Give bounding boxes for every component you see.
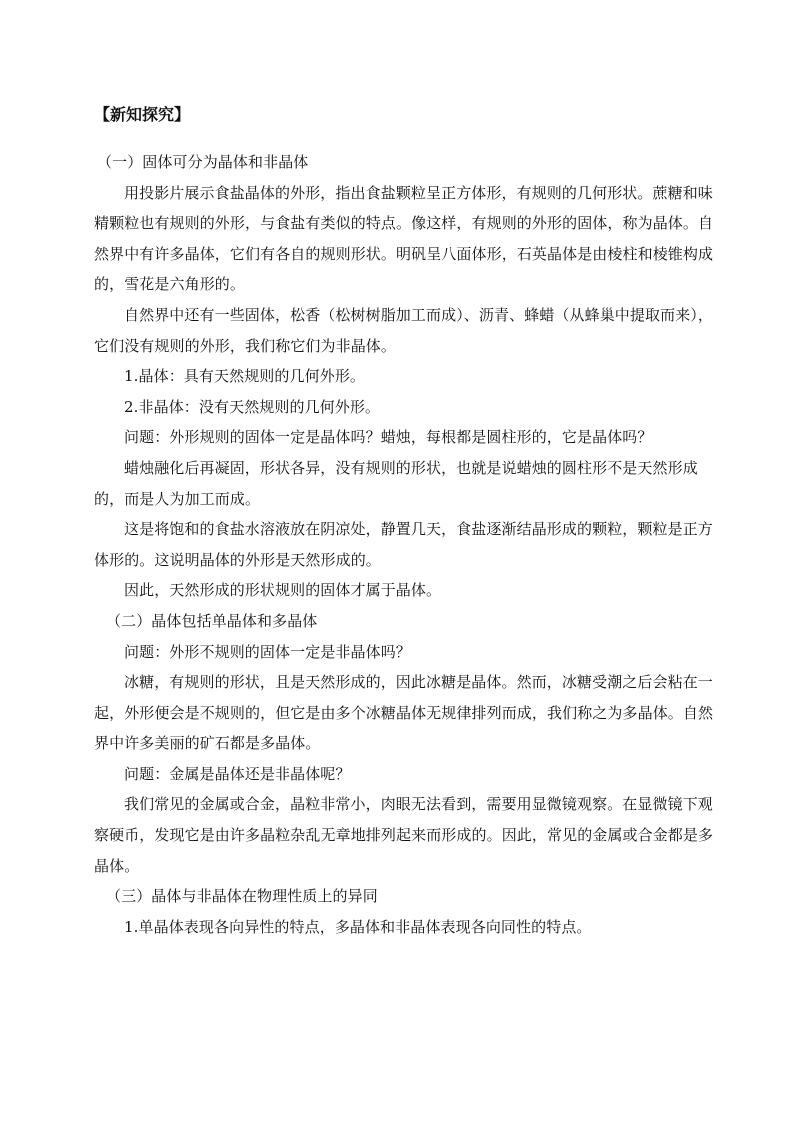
subsection-title-1: （一）固体可分为晶体和非晶体 bbox=[97, 153, 309, 171]
paragraph: 这是将饱和的食盐水溶液放在阴凉处，静置几天，食盐逐渐结晶形成的颗粒，颗粒是正方体形的。这说明晶体的外形是天然形成的。 bbox=[94, 520, 713, 569]
paragraph: 用投影片展示食盐晶体的外形，指出食盐颗粒呈正方体形，有规则的几何形状。蔗糖和味精颗粒也有规则的外形，与食盐有类似的特点。像这样，有规则的外形的固体，称为晶体。自然界中有许多晶体，它们有各自的规则形状。明矾呈八面体形，石英晶体是由棱柱和棱锥构成的，雪花是六角形的。 bbox=[94, 183, 714, 294]
definition-crystal: 1.晶体：具有天然规则的几何外形。 bbox=[124, 367, 366, 386]
subsection-title-2: （二）晶体包括单晶体和多晶体 bbox=[106, 611, 318, 630]
subsection-title-3: （三）晶体与非晶体在物理性质上的异同 bbox=[106, 887, 378, 906]
document-body bbox=[94, 100, 720, 942]
paragraph: 蜡烛融化后再凝固，形状各异，没有规则的形状，也就是说蜡烛的圆柱形不是天然形成的，而是人为加工而成。 bbox=[94, 458, 698, 508]
question: 问题：金属是晶体还是非晶体呢？ bbox=[124, 764, 351, 783]
definition-amorphous: 2.非晶体：没有天然规则的几何外形。 bbox=[124, 397, 381, 416]
paragraph: 因此，天然形成的形状规则的固体才属于晶体。 bbox=[124, 581, 442, 600]
paragraph: 自然界中还有一些固体，松香（松树树脂加工而成）、沥青、蜂蜡（从蜂巢中提取而来），它们没有规则的外形，我们称它们为非晶体。 bbox=[94, 305, 714, 355]
paragraph: 1.单晶体表现各向异性的特点，多晶体和非晶体表现各向同性的特点。 bbox=[124, 917, 592, 936]
question: 问题：外形不规则的固体一定是非晶体吗？ bbox=[124, 642, 411, 661]
question: 问题：外形规则的固体一定是晶体吗？蜡烛，每根都是圆柱形的，它是晶体吗？ bbox=[124, 428, 653, 447]
paragraph: 冰糖，有规则的形状，且是天然形成的，因此冰糖是晶体。然而，冰糖受潮之后会粘在一起，外形便会是不规则的，但它是由多个冰糖晶体无规律排列而成，我们称之为多晶体。自然界中许多美丽的矿石都是多晶体。 bbox=[94, 673, 714, 753]
paragraph: 我们常见的金属或合金，晶粒非常小，肉眼无法看到，需要用显微镜观察。在显微镜下观察硬币，发现它是由许多晶粒杂乱无章地排列起来而形成的。因此，常见的金属或合金都是多晶体。 bbox=[94, 795, 714, 875]
section-heading: 【新知探究】 bbox=[94, 105, 191, 124]
